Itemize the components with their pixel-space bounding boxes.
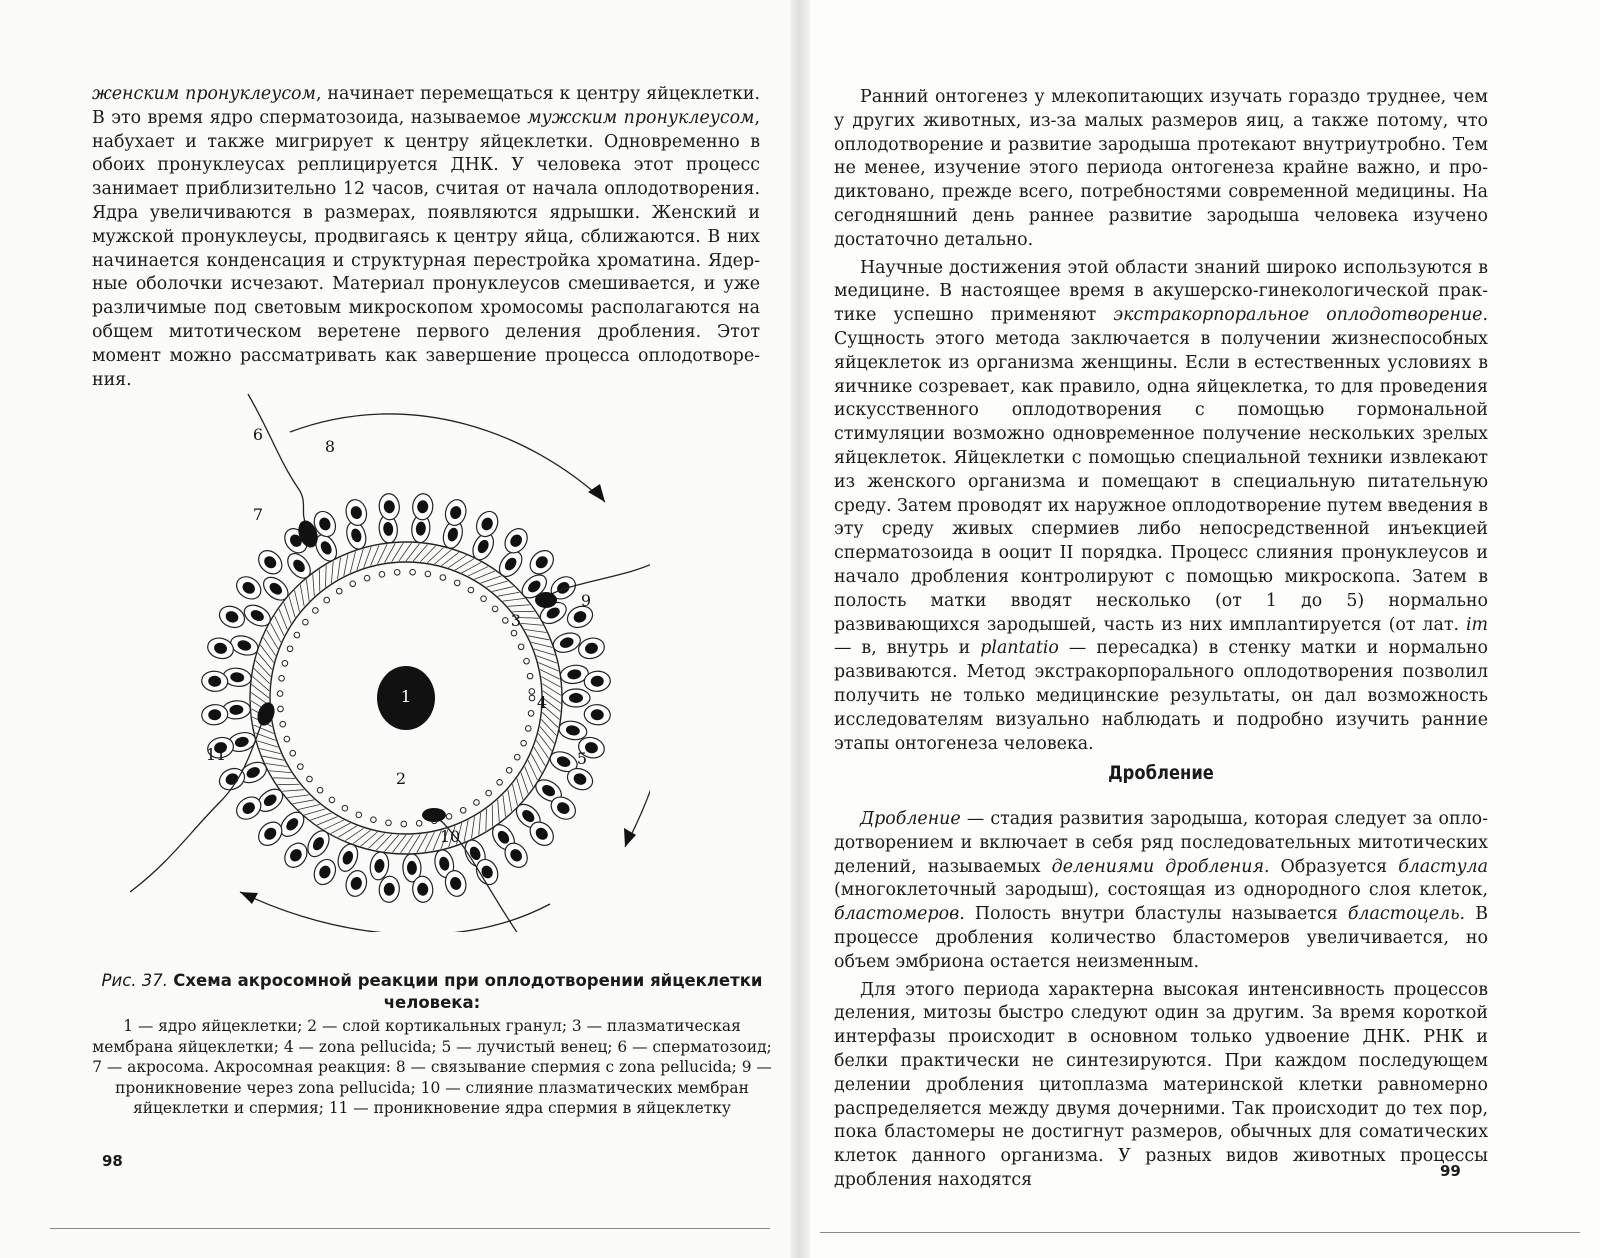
italic-term: im: [1465, 614, 1488, 635]
zona-hatch: [542, 712, 558, 727]
caption-title: Схема акросомной реакции при оплодотворении яйцеклетки человека:: [173, 971, 763, 1012]
cortical-granule: [525, 726, 531, 732]
zona-hatch: [481, 576, 502, 583]
zona-hatch: [487, 581, 508, 587]
figure-label-8: 8: [324, 437, 336, 456]
text-run: (многоклеточный зародыш), состоящая из однородного слоя клеток,: [834, 880, 1488, 901]
text-run: — пересадка) в стенку матки и нормально развиваются. Метод экстракорпорального оплодотворения позволил получить не только медицинские результаты, он дал возможность исследователям визуально наблюдать и подробно изучить ранние этапы онтогенеза человека.: [834, 638, 1488, 754]
figure-label-10: 10: [439, 827, 461, 846]
italic-term: бластула: [1398, 856, 1489, 877]
zona-hatch: [525, 630, 547, 633]
paragraph: [834, 808, 1488, 975]
text-run: Образуется: [1269, 856, 1399, 877]
zona-hatch: [253, 676, 270, 690]
zona-hatch: [427, 548, 443, 563]
zona-hatch: [311, 813, 332, 820]
zona-hatch: [401, 835, 414, 853]
sperm-and-arrows: [130, 394, 650, 932]
zona-hatch: [503, 795, 506, 817]
corona-cell: [283, 549, 315, 582]
corona-cell: [280, 839, 311, 872]
cortical-granule: [364, 575, 370, 581]
corona-cell: [500, 524, 531, 557]
figure-label-1: 1: [400, 687, 412, 706]
zona-hatch: [338, 558, 341, 580]
figure-label-11: 11: [205, 745, 227, 764]
corona-cell: [562, 689, 590, 707]
cortical-granule: [460, 807, 466, 813]
arrowhead-bottom: [240, 892, 258, 904]
corona-cell: [412, 875, 434, 903]
corona-cell: [343, 497, 369, 527]
zona-hatch: [252, 684, 269, 698]
cortical-granule: [454, 580, 460, 586]
cortical-granule: [506, 767, 512, 773]
italic-term: plantatio: [980, 638, 1059, 659]
zona-hatch: [279, 609, 287, 629]
cortical-granule: [307, 776, 313, 782]
cortical-granule: [502, 618, 508, 624]
cortical-granule: [486, 790, 492, 796]
zona-hatch: [528, 636, 550, 640]
figure-caption: [92, 970, 772, 1119]
cortical-granule: [521, 740, 527, 746]
zona-hatch: [384, 835, 398, 852]
zona-hatch: [517, 779, 523, 800]
zona-hatch: [262, 756, 284, 760]
left-page-text: [92, 83, 760, 392]
zona-hatch: [298, 804, 319, 809]
text-run: , набухает и также мигрирует к центру яйцеклетки. Одновременно в обоих пронуклеусах реплицируется ДНК. У человека этот процесс занимает приблизительно 12 часов, считая от начала оплодотворения. Ядра увеличиваются в размерах, появляются ядрышки. Женский и мужской пронуклеусы, продвигаясь к центру яйца, сближаются. В них начинается конденсация и структурная перестройка хроматина. Ядерные оболочки исчезают. Материал пронуклеусов смешивается, и уже различимые под световым микроскопом хромосомы располагаются на общем митотическом веретене первого деления дробления. Этот момент можно рассматривать как завершение процесса оплодотворения.: [92, 107, 760, 390]
cortical-granule: [280, 721, 286, 727]
cortical-granule: [492, 606, 498, 612]
cortical-granule: [529, 695, 535, 701]
cortical-granule: [313, 608, 319, 614]
cortical-granule: [303, 619, 309, 625]
zona-hatch: [300, 585, 304, 607]
cortical-granule: [394, 570, 400, 576]
zona-hatch: [538, 733, 551, 751]
zona-hatch: [534, 747, 545, 766]
zona-hatch: [267, 630, 278, 649]
text-run: Научные достижения этой области знаний широко используются в медицине. В настоящее время в акушерско-гинекологической практике успешно применяют: [834, 257, 1488, 326]
zona-hatch: [406, 544, 420, 561]
zona-hatch: [284, 603, 291, 624]
paragraph: [834, 86, 1488, 253]
zona-hatch: [304, 809, 325, 815]
zona-hatch: [486, 809, 487, 831]
zona-hatch: [282, 790, 304, 792]
zona-hatch: [441, 552, 459, 565]
sperm-head-10: [422, 808, 446, 822]
cortical-granule: [284, 736, 290, 742]
corona-cell: [473, 508, 502, 540]
italic-term: бластомеров.: [834, 904, 965, 925]
paragraph: [834, 257, 1488, 757]
cortical-granule: [371, 817, 377, 823]
figure-acrosome-reaction: [130, 392, 650, 932]
zona-hatch: [266, 764, 288, 767]
zona-hatch: [413, 545, 427, 562]
figure-label-3: 3: [510, 611, 522, 630]
italic-term: экстракорпоральное оплодотворение.: [1113, 305, 1488, 326]
zona-hatch: [317, 817, 337, 825]
italic-term: бластоцель.: [1347, 904, 1466, 925]
zona-hatch: [313, 574, 315, 596]
cortical-granule: [379, 572, 385, 578]
cortical-granule: [518, 644, 524, 650]
zona-hatch: [521, 773, 528, 794]
sperm-head-11: [254, 700, 277, 728]
zona-hatch: [521, 623, 543, 625]
text-run: Ранний онтогенез у млекопитающих изучать гораздо труднее, чем у других животных, из-за малых размеров яиц, а также потому, что оплодотворение и развитие зародыша протекают внутриутробно. Тем не менее, изучение этого периода онтогенеза крайне важно, и продиктовано, прежде всего, потребностями современной медицины. На сегодняшний день раннее развитие зародыша человека изучено достаточно детально.: [834, 87, 1488, 250]
zona-hatch: [364, 547, 371, 568]
zona-hatch: [472, 817, 475, 839]
zona-hatch: [534, 649, 555, 655]
zona-hatch: [256, 661, 271, 677]
corona-cell: [201, 704, 229, 726]
zona-hatch: [498, 800, 500, 822]
cortical-granule: [529, 689, 535, 695]
text-run: — в, внутрь и: [834, 638, 981, 659]
zona-hatch: [259, 748, 280, 753]
cortical-granule: [282, 660, 288, 666]
arrowhead-right: [624, 828, 636, 847]
zona-hatch: [376, 834, 391, 850]
corona-cell: [254, 818, 287, 851]
figure-label-9: 9: [580, 591, 592, 610]
zona-hatch: [269, 771, 291, 773]
text-run: Сущность этого метода заключается в получении жизнеспособных яйцеклеток из организма женщины. Если в естественных условиях в яичнике созревает, как правило, одна яйцеклетка, то для проведения искусственного оплодотворения с помощью гормональной стимуляции возможно одновременное получение нескольких зрелых яйцеклеток. Яйцеклетки с помощью специальной техники извлекают из женского организма и помещают в специальную питательную среду. Затем проводят их наружное оплодотворение путем введения в эту среду живых спермиев либо непосредственной инъекцией сперматозоида в ооцит II порядка. Процесс слияния пронуклеусов и начало дробления контролируют с помощью микроскопа. Затем в полость матки вводят несколько (от 1 до 5) нормально развивающихся зародышей, часть из них имплanтируется (от лат.: [834, 328, 1488, 635]
cortical-granule: [336, 588, 342, 594]
cortical-granule: [481, 596, 487, 602]
page-edge-left: [50, 1228, 770, 1229]
cortical-granule: [528, 711, 534, 717]
text-run: , начинает перемещаться к центру яйцеклетки. В это время ядро сперматозоида, называемое: [92, 84, 760, 128]
zona-hatch: [254, 668, 270, 683]
zona-hatch: [306, 579, 309, 601]
zona-hatch: [293, 800, 315, 804]
zona-hatch: [492, 587, 513, 592]
text-run: Для этого периода характерна высокая интенсивность процессов деления, митозы быстро следуют один за другим. За время короткой интерфазы происходит в основном только удвоение ДНК. РНК и белки практически не синтезируются. При каждом последующем делении дробления цитоплазма материнской клетки равномерно распределяется между двумя дочерними. Так происходит до тех пор, пока бластомеры не достигнут размеров, обычных для соматических клеток данного организма. У разных видов животных процессы дробления находятся: [834, 979, 1488, 1190]
zona-hatch: [273, 778, 295, 779]
zona-hatch: [475, 571, 495, 579]
cortical-granule: [474, 800, 480, 806]
italic-term: делениями дробления.: [1051, 856, 1270, 877]
corona-cell: [378, 875, 400, 903]
cortical-granule: [298, 764, 304, 770]
corona-cell: [443, 497, 469, 527]
zona-hatch: [540, 726, 554, 743]
right-page-text-bottom: [834, 808, 1488, 1193]
cortical-granule: [386, 820, 392, 826]
cortical-granule: [329, 797, 335, 803]
cortical-granule: [277, 691, 283, 697]
zona-hatch: [455, 559, 474, 570]
sperm-head-9: [535, 592, 557, 608]
section-heading: Дробление: [1108, 762, 1214, 784]
zona-hatch: [503, 598, 525, 601]
cortical-granule: [324, 597, 330, 603]
book-gutter: [790, 0, 810, 1258]
cortical-granule: [356, 812, 362, 818]
zona-hatch: [420, 546, 435, 562]
page-edge-right: [820, 1232, 1580, 1233]
corona-cell: [526, 546, 559, 579]
text-run: В процессе дробления количество бластомеров увеличивается, но объем эмбриона остается неизменным.: [834, 904, 1489, 972]
cortical-granule: [342, 805, 348, 811]
cortical-granule: [446, 814, 452, 820]
zona-hatch: [260, 645, 273, 663]
italic-term: Дробление: [860, 809, 961, 829]
zona-hatch: [369, 833, 385, 848]
zona-hatch: [392, 835, 406, 852]
zona-hatch: [263, 637, 275, 655]
page-number-right: 99: [1440, 1162, 1461, 1180]
zona-hatch: [287, 795, 309, 798]
corona-cell: [583, 704, 611, 726]
cell-nucleus: [569, 693, 583, 703]
zona-hatch: [295, 590, 300, 611]
arrow-right: [625, 564, 650, 847]
paragraph: [834, 979, 1488, 1193]
zona-hatch: [357, 549, 363, 570]
cortical-granule: [468, 587, 474, 593]
zona-hatch: [258, 653, 272, 670]
zona-hatch: [512, 784, 517, 805]
zona-hatch: [525, 767, 533, 787]
corona-cell: [304, 827, 334, 860]
corona-cell: [310, 856, 339, 888]
caption-title-line: [92, 970, 772, 1014]
zona-hatch: [289, 596, 295, 617]
cortical-granule: [497, 780, 503, 786]
paragraph: [92, 83, 760, 392]
corona-cell: [343, 868, 369, 898]
cortical-granule: [410, 569, 416, 575]
zona-hatch: [399, 543, 412, 561]
zona-hatch: [448, 555, 466, 567]
cortical-granule: [279, 675, 285, 681]
cortical-granule: [527, 673, 533, 679]
figure-label-7: 7: [252, 505, 264, 524]
corona-cell: [205, 635, 235, 661]
cortical-granule: [425, 571, 431, 577]
cortical-granule: [401, 821, 407, 827]
zona-hatch: [338, 826, 357, 837]
acrosome-reaction-diagram: [130, 392, 650, 932]
figure-label-5: 5: [576, 749, 588, 768]
cortical-granule: [514, 754, 520, 760]
cortical-granule: [350, 581, 356, 587]
corona-cell: [216, 602, 248, 631]
figure-label-6: 6: [252, 425, 264, 444]
zona-hatch: [353, 830, 371, 843]
cortical-granule: [294, 632, 300, 638]
cortical-granule: [317, 787, 323, 793]
italic-term: мужским пронуклеусом: [527, 107, 755, 128]
zona-hatch: [344, 554, 348, 576]
caption-prefix: Рис. 37.: [101, 971, 169, 990]
text-run: Полость внутри бластулы называется: [964, 904, 1348, 925]
cortical-granule: [440, 575, 446, 581]
page-number-left: 98: [102, 1152, 123, 1170]
corona-cell: [232, 572, 265, 603]
figure-label-2: 2: [395, 769, 407, 788]
zona-hatch: [350, 551, 355, 572]
corona-cell: [378, 493, 400, 521]
zona-hatch: [361, 832, 378, 846]
arrowhead-top: [588, 484, 605, 502]
corona-cell: [254, 546, 287, 579]
zona-hatch: [541, 719, 556, 735]
zona-hatch: [536, 656, 557, 663]
right-page-text-top: [834, 86, 1488, 756]
cortical-granule: [416, 821, 422, 827]
caption-body: 1 — ядро яйцеклетки; 2 — слой кортикальных гранул; 3 — плазматическая мембрана яйцеклетки; 4 — zona pellucida; 5 — лучистый венец; 6 — сперматозоид; 7 — акросома. Акросомная реакция: 8 — связывание спермия с zona pellucida; 9 — проникновение через zona pellucida; 10 — слияние плазматических мембран яйцеклетки и спермия; 11 — проникновение ядра спермия в яйцеклетку: [92, 1017, 772, 1117]
right-page: [800, 0, 1600, 1258]
zona-hatch: [508, 790, 512, 812]
corona-cell: [241, 601, 274, 630]
text-run: — стадия развития зародыша, которая следует за оплодотворением и включает в себя ряд последовательных митотических делений, называемых: [834, 809, 1488, 877]
italic-term: женским пронуклеусом: [92, 84, 316, 104]
zona-hatch: [479, 813, 481, 835]
zona-hatch: [536, 740, 548, 758]
corona-cell: [412, 493, 434, 521]
figure-label-4: 4: [536, 693, 548, 712]
cortical-granule: [278, 706, 284, 712]
arrow-top: [290, 414, 605, 502]
cortical-granule: [290, 750, 296, 756]
zona-hatch: [325, 565, 326, 587]
zona-hatch: [331, 561, 333, 583]
cortical-granule: [287, 646, 293, 652]
zona-hatch: [464, 820, 468, 842]
corona-cell: [259, 573, 292, 605]
cortical-granule: [524, 658, 530, 664]
zona-hatch: [345, 828, 363, 840]
zona-hatch: [257, 741, 278, 747]
zona-hatch: [434, 550, 451, 564]
zona-hatch: [498, 592, 520, 596]
zona-hatch: [508, 605, 530, 607]
cortical-granule: [511, 630, 517, 636]
zona-hatch: [531, 642, 552, 647]
